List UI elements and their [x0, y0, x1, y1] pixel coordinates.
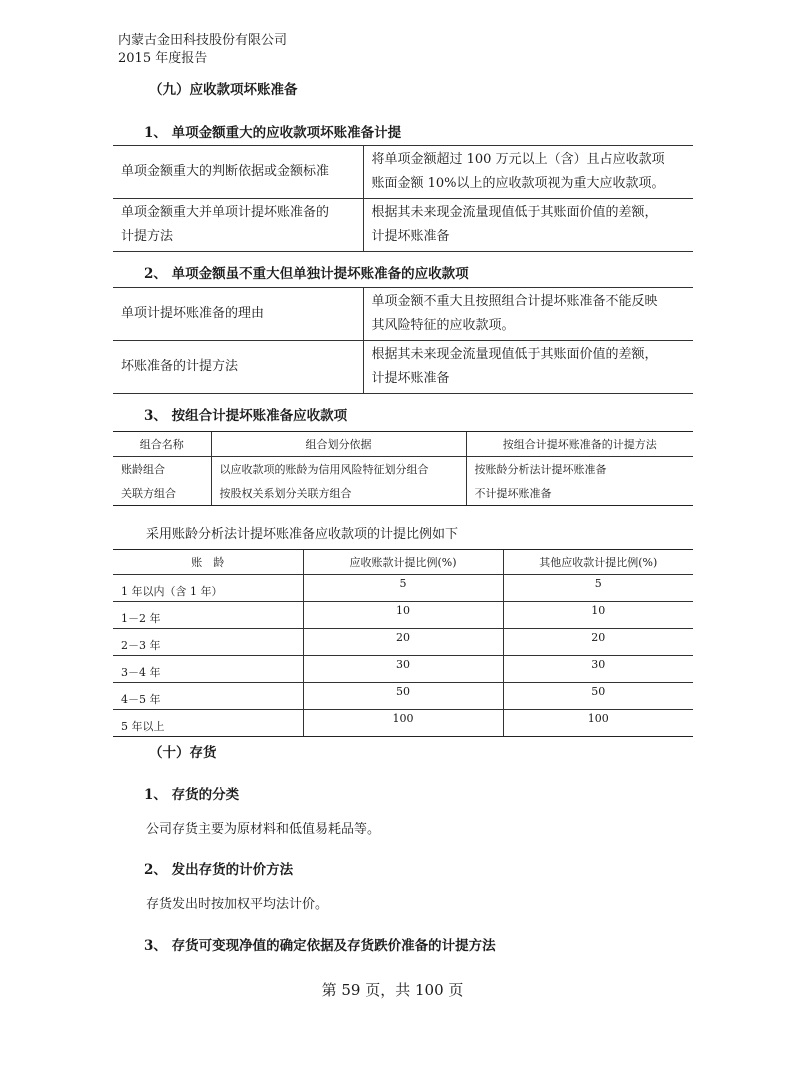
company-name: 内蒙古金田科技股份有限公司: [118, 33, 288, 48]
sub3-heading: 3、 按组合计提坏账准备应收款项: [144, 408, 348, 424]
table-row: [113, 457, 693, 482]
row-value: [363, 146, 693, 199]
report-title: 2015 年度报告: [118, 51, 208, 66]
sub2-heading: 2、 单项金额虽不重大但单独计提坏账准备的应收款项: [144, 266, 469, 282]
table-cell: 4－5 年: [113, 683, 303, 710]
table-row: [113, 629, 693, 656]
table-cell: 30: [503, 656, 693, 683]
table-cell: 以应收款项的账龄为信用风险特征划分组合: [211, 457, 466, 482]
table-row: [113, 683, 693, 710]
table-row: [113, 288, 693, 341]
table-row: [113, 341, 693, 394]
table-cell: 100: [503, 710, 693, 737]
table-cell: 按账龄分析法计提坏账准备: [466, 457, 693, 482]
label-line: 单项金额重大并单项计提坏账准备的: [121, 205, 330, 220]
table-row: [113, 602, 693, 629]
value-line: 根据其未来现金流量现值低于其账面价值的差额，: [371, 347, 658, 362]
table-cell: 2－3 年: [113, 629, 303, 656]
table-cell: 100: [303, 710, 503, 737]
table-row: [113, 656, 693, 683]
table-row: [113, 710, 693, 737]
table-cell: 50: [503, 683, 693, 710]
row-label: 单项计提坏账准备的理由: [113, 288, 363, 341]
item2-heading: 2、 发出存货的计价方法: [144, 862, 294, 878]
row-label: 坏账准备的计提方法: [113, 341, 363, 394]
table-significant-receivables: [113, 145, 693, 252]
column-header: 应收账款计提比例(%): [303, 550, 503, 575]
item2-text: 存货发出时按加权平均法计价。: [146, 897, 329, 912]
table-cell: 3－4 年: [113, 656, 303, 683]
table-cell: 30: [303, 656, 503, 683]
row-value: [363, 288, 693, 341]
value-line: 计提坏账准备: [371, 229, 450, 244]
column-header: 账 龄: [113, 550, 303, 575]
row-value: [363, 341, 693, 394]
table-cell: 不计提坏账准备: [466, 481, 693, 506]
table-cell: 50: [303, 683, 503, 710]
value-line: 账面金额 10%以上的应收款项视为重大应收款项。: [371, 176, 665, 191]
value-line: 其风险特征的应收款项。: [371, 318, 515, 333]
aging-intro: 采用账龄分析法计提坏账准备应收款项的计提比例如下: [146, 527, 459, 542]
column-header: 按组合计提坏账准备的计提方法: [466, 432, 693, 457]
column-header: 组合名称: [113, 432, 211, 457]
table-row: [113, 199, 693, 252]
item1-text: 公司存货主要为原材料和低值易耗品等。: [146, 822, 381, 837]
table-row: [113, 481, 693, 506]
table-cell: 5: [503, 575, 693, 602]
value-line: 将单项金额超过 100 万元以上（含）且占应收款项: [371, 152, 665, 167]
table-cell: 关联方组合: [113, 481, 211, 506]
table-cell: 1 年以内（含 1 年）: [113, 575, 303, 602]
table-individual-provision: [113, 287, 693, 394]
table-aging-ratios: [113, 549, 693, 737]
table-cell: 5: [303, 575, 503, 602]
table-cell: 账龄组合: [121, 463, 165, 476]
item1-heading: 1、 存货的分类: [144, 787, 240, 803]
page-number: 第 59 页，共 100 页: [321, 981, 464, 999]
value-line: 单项金额不重大且按照组合计提坏账准备不能反映: [371, 294, 658, 309]
table-row: [113, 146, 693, 199]
label-line: 计提方法: [121, 229, 174, 244]
row-value: [363, 199, 693, 252]
value-line: 计提坏账准备: [371, 371, 450, 386]
row-label: [113, 199, 363, 252]
table-cell: 20: [303, 629, 503, 656]
table-header-row: [113, 432, 693, 457]
row-label: 单项金额重大的判断依据或金额标准: [113, 146, 363, 199]
column-header: 其他应收款计提比例(%): [503, 550, 693, 575]
sub1-heading: 1、 单项金额重大的应收款项坏账准备计提: [144, 125, 402, 141]
table-cell: 10: [503, 602, 693, 629]
table-portfolio-provision: [113, 431, 693, 506]
table-cell: 按股权关系划分关联方组合: [211, 481, 466, 506]
section-10-title: （十）存货: [149, 745, 217, 761]
table-row: [113, 575, 693, 602]
table-cell: 20: [503, 629, 693, 656]
table-cell: 5 年以上: [113, 710, 303, 737]
section-9-title: （九）应收款项坏账准备: [149, 82, 298, 98]
value-line: 根据其未来现金流量现值低于其账面价值的差额，: [371, 205, 658, 220]
table-cell: 1－2 年: [113, 602, 303, 629]
column-header: 组合划分依据: [211, 432, 466, 457]
table-cell: 10: [303, 602, 503, 629]
table-header-row: [113, 550, 693, 575]
item3-heading: 3、 存货可变现净值的确定依据及存货跌价准备的计提方法: [144, 938, 496, 954]
